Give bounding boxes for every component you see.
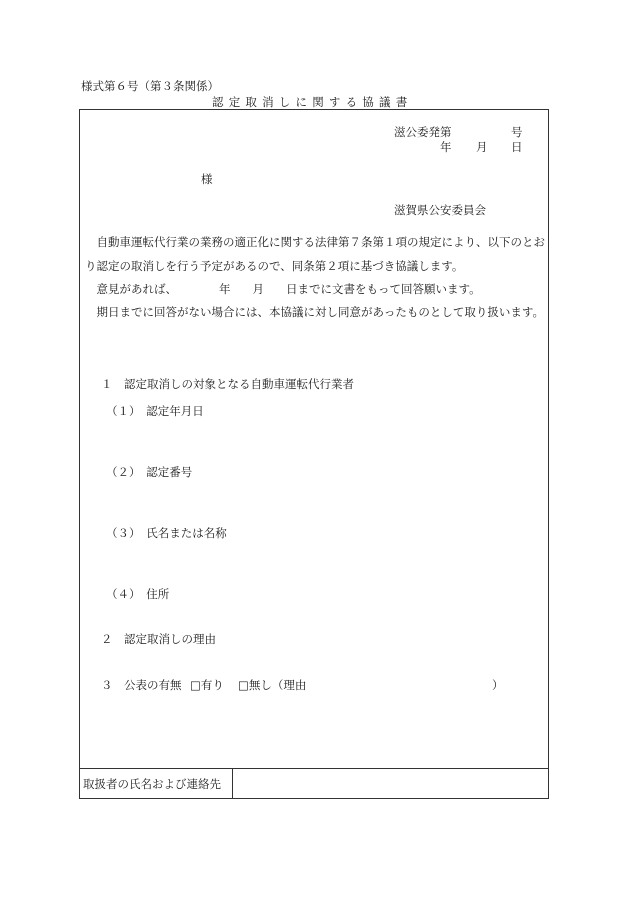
sender-name: 滋賀県公安委員会 — [394, 203, 486, 217]
reference-prefix: 滋公委発第 — [394, 125, 452, 139]
document-title: 認定取消しに関する協議書 — [212, 95, 413, 109]
section-1-2-label: （２） 認定番号 — [106, 465, 193, 479]
section-1-1-label: （１） 認定年月日 — [106, 404, 204, 418]
date-year: 年 — [440, 140, 452, 154]
section-2-heading: ２ 認定取消しの理由 — [101, 632, 216, 646]
reply-deadline: 日までに文書をもって回答願います。 — [286, 282, 481, 296]
publication-yes-checkbox[interactable]: □有り — [190, 678, 224, 692]
reply-month: 月 — [252, 282, 264, 296]
section-1-heading: １ 認定取消しの対象となる自動車運転代行業者 — [101, 377, 354, 391]
body-paragraph-2 — [85, 278, 545, 302]
footer-column-divider — [232, 768, 233, 799]
date-month: 月 — [476, 140, 488, 154]
section-1-4-label: （４） 住所 — [106, 587, 170, 601]
reply-year: 年 — [219, 282, 231, 296]
section-1-3-label: （３） 氏名または名称 — [106, 526, 227, 540]
reason-close-paren: ） — [492, 678, 504, 692]
addressee-honorific: 様 — [201, 172, 213, 186]
date-day: 日 — [511, 140, 523, 154]
body-paragraph-3: 期日までに回答がない場合には、本協議に対し同意があったものとして取り扱います。 — [96, 305, 544, 319]
form-number: 様式第６号（第３条関係） — [81, 79, 219, 93]
reply-intro: 意見があれば、 — [96, 282, 177, 296]
handler-contact-field[interactable] — [234, 770, 548, 798]
body-paragraph-1: 自動車運転代行業の業務の適正化に関する法律第７条第１項の規定により、以下のとおり認定の取消しを行う予定があるので、同条第２項に基づき協議します。 — [85, 235, 545, 273]
publication-no-checkbox[interactable]: □無し（理由 — [238, 678, 307, 692]
section-3-heading: ３ 公表の有無 — [101, 678, 182, 692]
footer-divider — [79, 768, 549, 769]
handler-contact-label: 取扱者の氏名および連絡先 — [83, 777, 221, 791]
reference-suffix: 号 — [511, 125, 523, 139]
